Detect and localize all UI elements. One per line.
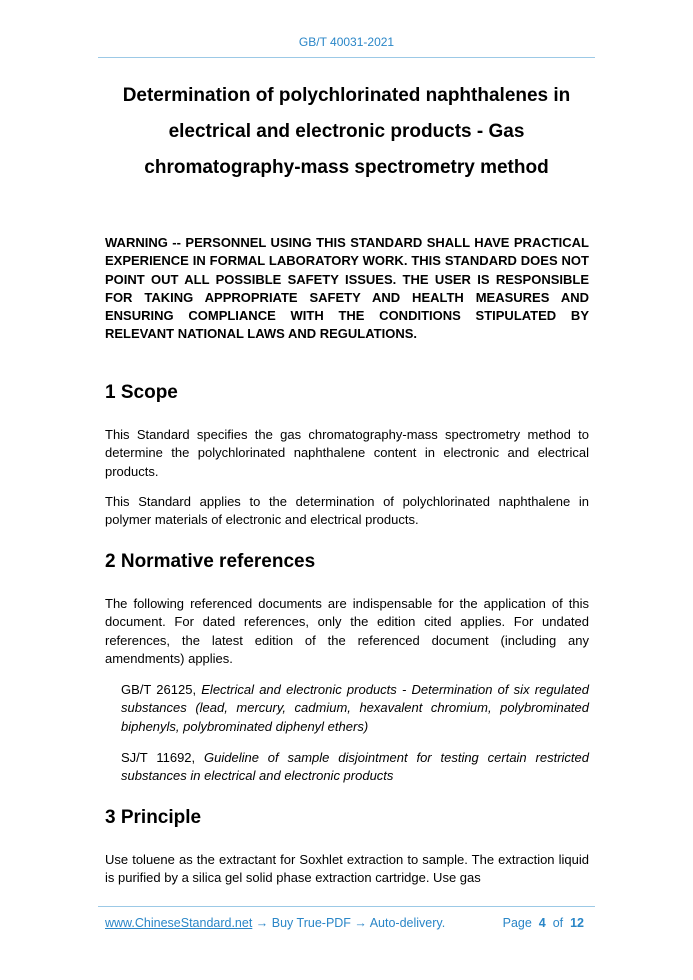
footer-divider (98, 906, 595, 907)
section-heading-normative-references: 2 Normative references (105, 551, 316, 572)
page-label: Page (502, 916, 532, 930)
title-line-3: chromatography-mass spectrometry method (144, 157, 549, 178)
scope-paragraph-1: This Standard specifies the gas chromatography-mass spectrometry method to determine the polychlorinated naphthalene content in electronic and electrical products. (105, 427, 589, 479)
chinesestandard-link[interactable]: www.ChineseStandard.net (105, 916, 253, 930)
footer-promo (105, 916, 445, 930)
reference-code: SJ/T 11692, (121, 750, 196, 765)
reference-title: Electrical and electronic products - Determination of six regulated substances (lead, mercury, cadmium, hexavalent chromium, polybrominated biphenyls, polybrominated diphenyl ethers) (121, 682, 589, 734)
page-current-number: 4 (538, 916, 546, 930)
document-title (98, 78, 595, 186)
warning-notice: WARNING -- PERSONNEL USING THIS STANDARD SHALL HAVE PRACTICAL EXPERIENCE IN FORMAL LABORATORY WORK. THIS STANDARD DOES NOT POINT OUT ALL POSSIBLE SAFETY ISSUES. THE USER IS RESPONSIBLE FOR TAKING APPROPRIATE SAFETY AND HEALTH MEASURES AND ENSURING COMPLIANCE WITH THE CONDITIONS STIPULATED BY RELEVANT NATIONAL LAWS AND REGULATIONS. (105, 235, 589, 342)
section-heading-principle: 3 Principle (105, 807, 202, 828)
page-total-number: 12 (570, 916, 584, 930)
scope-paragraph-2: This Standard applies to the determination of polychlorinated naphthalene in polymer materials of electronic and electrical products. (105, 494, 589, 528)
page-of-label: of (552, 916, 564, 930)
normative-references-intro: The following referenced documents are indispensable for the application of this document. For dated references, only the edition cited applies. For undated references, the latest edition of the referenced document (including any amendments) applies. (105, 596, 589, 666)
section-heading-scope: 1 Scope (105, 382, 178, 403)
reference-title: Guideline of sample disjointment for testing certain restricted substances in electrical and electronic products (121, 750, 589, 784)
reference-item (121, 681, 589, 736)
standard-code-header: GB/T 40031-2021 (298, 35, 395, 49)
reference-code: GB/T 26125, (121, 682, 197, 697)
title-line-1: Determination of polychlorinated naphthalenes in (122, 85, 571, 106)
footer-promo-text: → Buy True-PDF → Auto-delivery. (252, 916, 446, 930)
title-line-2: electrical and electronic products - Gas (168, 121, 525, 142)
reference-item (121, 749, 589, 786)
principle-paragraph-1: Use toluene as the extractant for Soxhlet extraction to sample. The extraction liquid is purified by a silica gel solid phase extraction cartridge. Use gas (105, 852, 589, 886)
header-divider (98, 57, 595, 58)
page-indicator (503, 916, 584, 930)
